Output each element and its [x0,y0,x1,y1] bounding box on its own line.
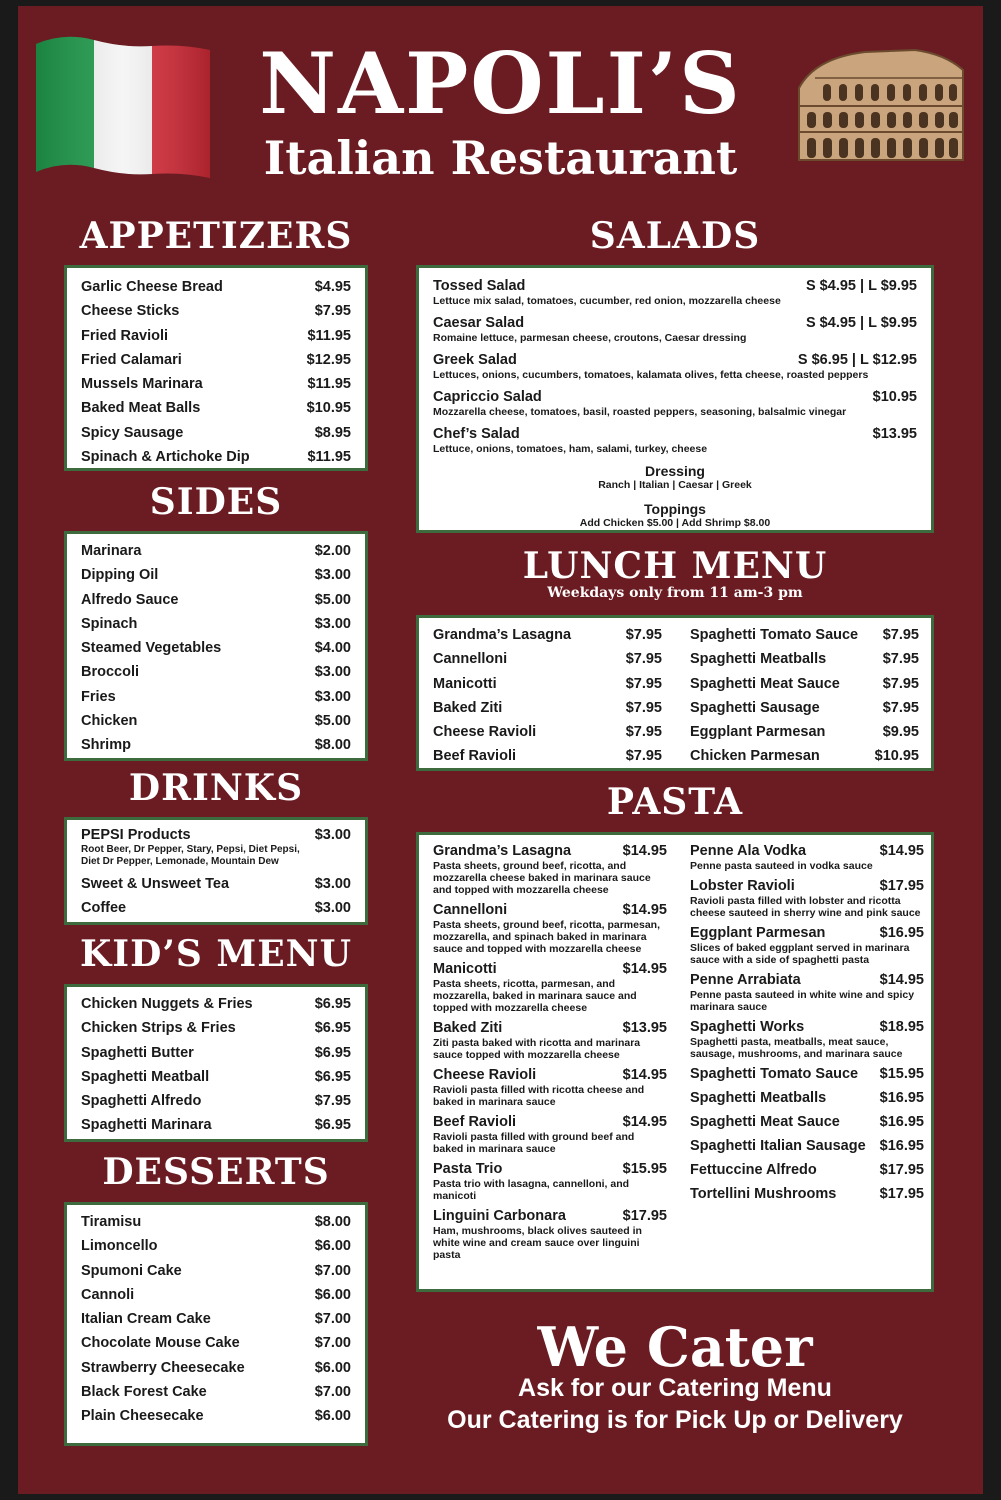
item-price: $7.00 [314,1311,351,1328]
pasta-price: $17.95 [622,1208,667,1224]
item-price: $7.95 [625,748,662,765]
item-name: Cannelloni [433,651,508,668]
menu-item [67,1307,365,1331]
item-name: Marinara [81,543,142,559]
pasta-desc: Penne pasta sauteed in white wine and spicy marinara sauce [690,989,915,1013]
salad-desc: Lettuce, onions, tomatoes, ham, salami, turkey, cheese [433,443,708,455]
menu-item [67,709,365,733]
menu-item [67,1283,365,1307]
item-price: $5.00 [314,713,351,730]
pasta-name: Cheese Ravioli [433,1067,537,1083]
salad-row [419,389,931,406]
item-name: Black Forest Cake [81,1384,207,1401]
pasta-name: Baked Ziti [433,1020,503,1036]
item-name: Spinach [81,615,138,632]
salad-desc: Lettuces, onions, cucumbers, tomatoes, kalamata olives, fetta cheese, roasted peppers [433,369,869,381]
menu-item [676,647,933,671]
item-name: Plain Cheesecake [81,1408,204,1425]
menu-item [419,696,676,720]
menu-item [419,744,676,768]
item-price: $7.95 [625,724,662,741]
pasta-item [433,1067,667,1108]
pasta-heading: PASTA [606,781,744,823]
menu-item [419,647,676,671]
pasta-row [690,1019,924,1036]
salad-name: Tossed Salad [433,278,526,294]
item-price: $7.95 [625,675,662,692]
menu-item [67,1380,365,1404]
menu-item [67,445,365,469]
item-price: $3.00 [314,664,351,681]
pasta-name: Penne Arrabiata [690,972,801,988]
item-price: $10.95 [874,748,919,765]
item-name: Spicy Sausage [81,424,184,441]
salad-row [419,278,931,295]
item-price: $6.00 [314,1408,351,1425]
pasta-row [690,878,924,895]
item-price: $6.95 [314,1117,351,1134]
menu-item [67,992,365,1016]
drink-item [67,827,365,868]
pasta-name: Spaghetti Works [690,1019,805,1035]
pasta-item [690,843,924,872]
pasta-row [690,843,924,860]
pasta-name: Manicotti [433,961,497,977]
item-price: $10.95 [306,400,351,417]
item-name: Italian Cream Cake [81,1311,211,1328]
salad-row [419,315,931,332]
item-name: Spaghetti Sausage [690,699,820,716]
item-price: $7.95 [882,651,919,668]
pasta-price: $15.95 [879,1066,924,1082]
item-name: Limoncello [81,1238,158,1255]
pasta-desc: Pasta sheets, ground beef, ricotta, parmesan, mozzarella, and spinach baked in marinara sauce and topped with mozzarella cheese [433,919,660,955]
menu-item [67,1016,365,1040]
pasta-name: Tortellini Mushrooms [690,1186,837,1202]
menu-item [67,1356,365,1380]
sides-heading: SIDES [149,481,283,523]
pasta-row [433,1020,667,1037]
menu-item [67,1331,365,1355]
item-price: $9.95 [882,724,919,741]
item-name: Cheese Sticks [81,303,180,320]
pasta-row [433,961,667,978]
item-name: Mussels Marinara [81,376,203,393]
pasta-item [690,1114,924,1131]
pasta-price: $16.95 [879,1138,924,1154]
menu-item [67,396,365,420]
salad-item [419,278,931,307]
menu-item [676,672,933,696]
pasta-item [690,1186,924,1203]
pasta-name: Cannelloni [433,902,508,918]
item-name: Cannoli [81,1286,135,1303]
pasta-row [433,1114,667,1131]
item-name: Dipping Oil [81,567,159,584]
pasta-item [433,1208,667,1261]
item-price: $8.00 [314,1214,351,1230]
pasta-price: $15.95 [622,1161,667,1177]
drink-item [67,896,365,920]
pasta-row [433,1161,667,1178]
pasta-price: $16.95 [879,1090,924,1106]
pasta-desc: Ravioli pasta filled with ground beef and baked in marinara sauce [433,1131,635,1155]
item-price: $6.95 [314,1044,351,1061]
pasta-item [433,961,667,1014]
pasta-item [690,1090,924,1107]
menu-item [67,660,365,684]
item-name: Beef Ravioli [433,748,516,765]
pasta-name: Lobster Ravioli [690,878,795,894]
desserts-box [64,1202,368,1446]
item-price: $11.95 [307,327,351,344]
menu-item [676,720,933,744]
pasta-name: Spaghetti Italian Sausage [690,1138,866,1154]
pasta-price: $14.95 [879,843,924,859]
drink-price: $3.00 [314,900,351,917]
item-name: Tiramisu [81,1214,142,1230]
salad-desc: Romaine lettuce, parmesan cheese, croutons, Caesar dressing [433,332,747,344]
kids-menu-box [64,984,368,1142]
drinks-box [64,817,368,925]
pasta-row [433,843,667,860]
item-price: $7.95 [882,627,919,643]
item-name: Fries [81,688,116,705]
menu-item [67,324,365,348]
pasta-item [690,1162,924,1179]
pasta-item [690,1019,924,1060]
pasta-item [433,1161,667,1202]
item-price: $7.95 [625,627,662,643]
pasta-price: $16.95 [879,1114,924,1130]
restaurant-subtitle: Italian Restaurant [263,131,738,185]
drink-price: $3.00 [314,876,351,892]
item-name: Baked Meat Balls [81,400,201,417]
item-name: Chocolate Mouse Cake [81,1335,240,1352]
toppings-title: Toppings [644,501,706,517]
pasta-price: $17.95 [879,1186,924,1202]
pasta-desc: Pasta sheets, ricotta, parmesan, and mozzarella, baked in marinara sauce and topped with mozzarella cheese [433,978,637,1014]
item-price: $3.00 [314,688,351,705]
item-name: Baked Ziti [433,699,503,716]
salad-name: Caesar Salad [433,315,525,331]
pasta-price: $17.95 [879,1162,924,1178]
menu-item [67,1089,365,1113]
lunch-menu-box [416,615,934,771]
pasta-name: Spaghetti Meat Sauce [690,1114,840,1130]
pasta-desc: Spaghetti pasta, meatballs, meat sauce, sausage, mushrooms, and marinara sauce [690,1036,903,1060]
pasta-price: $14.95 [622,843,667,859]
pasta-name: Grandma’s Lasagna [433,843,572,859]
item-name: Spinach & Artichoke Dip [81,449,250,466]
menu-item [67,1259,365,1283]
pasta-row [690,925,924,942]
lunch-menu-heading: LUNCH MENU [522,545,828,587]
item-name: Spaghetti Alfredo [81,1093,202,1110]
item-name: Broccoli [81,664,140,681]
salad-desc: Lettuce mix salad, tomatoes, cucumber, red onion, mozzarella cheese [433,295,781,307]
pasta-price: $14.95 [622,902,667,918]
pasta-name: Spaghetti Tomato Sauce [690,1066,859,1082]
menu-item [676,696,933,720]
pasta-price: $13.95 [622,1020,667,1036]
pasta-row [690,972,924,989]
catering-title: We Cater [537,1315,813,1379]
pasta-price: $14.95 [879,972,924,988]
pasta-price: $14.95 [622,1114,667,1130]
item-name: Manicotti [433,675,497,692]
pasta-name: Pasta Trio [433,1161,503,1177]
item-name: Garlic Cheese Bread [81,279,223,295]
pasta-desc: Pasta trio with lasagna, cannelloni, and manicoti [433,1178,630,1202]
drinks-heading: DRINKS [128,767,304,809]
pasta-desc: Ravioli pasta filled with ricotta cheese and baked in marinara sauce [433,1084,645,1108]
item-name: Shrimp [81,737,131,754]
pasta-row [690,1066,924,1083]
item-name: Spaghetti Butter [81,1044,194,1061]
item-price: $8.95 [314,424,351,441]
salads-box [416,265,934,533]
pasta-name: Linguini Carbonara [433,1208,566,1224]
item-name: Spaghetti Tomato Sauce [690,627,859,643]
pasta-row [690,1162,924,1179]
menu-item [67,299,365,323]
pasta-name: Eggplant Parmesan [690,925,826,941]
pasta-item [433,902,667,955]
pasta-item [433,1114,667,1155]
salad-price: S $4.95 | L $9.95 [805,315,917,331]
salad-name: Capriccio Salad [433,389,542,405]
salad-item [419,315,931,344]
pasta-row [690,1114,924,1131]
item-price: $4.95 [314,279,351,295]
salad-price: $10.95 [872,389,917,405]
pasta-name: Beef Ravioli [433,1114,516,1130]
lunch-menu-subtitle: Weekdays only from 11 am-3 pm [547,585,803,601]
catering-line-2: Our Catering is for Pick Up or Delivery [447,1406,903,1434]
salad-name: Greek Salad [433,352,517,368]
pasta-name: Penne Ala Vodka [690,843,807,859]
salad-name: Chef’s Salad [433,426,520,442]
menu-item [67,1041,365,1065]
menu-item [67,372,365,396]
pasta-item [690,1066,924,1083]
item-price: $7.95 [314,303,351,320]
appetizers-box [64,265,368,471]
pasta-desc: Ham, mushrooms, black olives sauteed in white wine and cream sauce over linguini pasta [433,1225,642,1261]
item-name: Spaghetti Meatballs [690,651,827,668]
pasta-item [433,843,667,896]
item-name: Strawberry Cheesecake [81,1359,245,1376]
pasta-price: $18.95 [879,1019,924,1035]
item-price: $7.00 [314,1335,351,1352]
item-price: $8.00 [314,737,351,754]
pasta-box [416,832,934,1292]
menu-item [67,348,365,372]
pasta-desc: Pasta sheets, ground beef, ricotta, and mozzarella cheese baked in marinara sauce and topped with mozzarella cheese [433,860,651,896]
item-name: Eggplant Parmesan [690,724,826,741]
item-price: $11.95 [307,376,351,393]
pasta-desc: Ziti pasta baked with ricotta and marinara sauce topped with mozzarella cheese [433,1037,641,1061]
salad-desc: Mozzarella cheese, tomatoes, basil, roasted peppers, seasoning, balsalmic vinegar [433,406,847,418]
item-price: $3.00 [314,567,351,584]
menu-item [419,672,676,696]
item-price: $6.95 [314,1020,351,1037]
sides-box [64,531,368,761]
pasta-row [690,1138,924,1155]
menu-item [67,588,365,612]
salad-item [419,389,931,418]
item-price: $4.00 [314,640,351,657]
item-price: $7.95 [625,651,662,668]
pasta-name: Spaghetti Meatballs [690,1090,827,1106]
pasta-item [690,1138,924,1155]
pasta-price: $17.95 [879,878,924,894]
pasta-desc: Slices of baked eggplant served in marinara sauce with a side of spaghetti pasta [690,942,910,966]
salads-heading: SALADS [589,215,761,257]
item-name: Cheese Ravioli [433,724,537,741]
menu-item [419,623,676,647]
item-name: Spaghetti Meat Sauce [690,675,840,692]
menu-item [676,623,933,647]
salad-price: $13.95 [872,426,917,442]
menu-item [67,563,365,587]
pasta-desc: Penne pasta sauteed in vodka sauce [690,860,873,872]
item-name: Chicken [81,713,138,730]
drink-item [67,872,365,896]
menu-item [67,421,365,445]
item-name: Spaghetti Meatball [81,1068,210,1085]
pasta-item [690,972,924,1013]
menu-item [67,636,365,660]
pasta-item [690,878,924,919]
toppings-list: Add Chicken $5.00 | Add Shrimp $8.00 [579,517,771,529]
kids-menu-heading: KID’S MENU [79,933,352,975]
dressing-title: Dressing [645,463,705,479]
pasta-item [690,925,924,966]
item-price: $7.95 [882,699,919,716]
drink-desc: Root Beer, Dr Pepper, Stary, Pepsi, Diet Pepsi, Diet Dr Pepper, Lemonade, Mountain Dew [81,844,300,867]
item-price: $7.95 [314,1093,351,1110]
item-price: $7.95 [625,699,662,716]
menu-item [67,539,365,563]
item-price: $7.00 [314,1262,351,1279]
item-price: $7.00 [314,1384,351,1401]
dressing-list: Ranch | Italian | Caesar | Greek [598,479,752,491]
item-name: Alfredo Sauce [81,591,179,608]
item-price: $11.95 [307,449,351,466]
pasta-desc: Ravioli pasta filled with lobster and ricotta cheese sauteed in sherry wine and pink sauce [690,895,921,919]
pasta-row [433,1067,667,1084]
drink-name: PEPSI Products [81,827,191,843]
menu-item [67,612,365,636]
item-price: $12.95 [306,351,351,368]
salad-item [419,352,931,381]
menu-item [67,1210,365,1234]
appetizers-heading: APPETIZERS [79,215,353,257]
item-price: $6.95 [314,996,351,1012]
item-price: $6.00 [314,1238,351,1255]
item-name: Spaghetti Marinara [81,1117,212,1134]
drink-name: Sweet & Unsweet Tea [81,876,230,892]
salad-price: S $6.95 | L $12.95 [797,352,917,368]
desserts-heading: DESSERTS [102,1151,330,1193]
pasta-price: $16.95 [879,925,924,941]
catering-line-1: Ask for our Catering Menu [518,1374,832,1402]
item-name: Chicken Nuggets & Fries [81,996,253,1012]
item-price: $6.00 [314,1359,351,1376]
pasta-row [690,1090,924,1107]
item-name: Fried Ravioli [81,327,169,344]
pasta-item [433,1020,667,1061]
menu-item [67,275,365,299]
item-price: $5.00 [314,591,351,608]
item-price: $7.95 [882,675,919,692]
drink-price: $3.00 [314,827,351,843]
item-price: $3.00 [314,615,351,632]
menu-item [67,1404,365,1428]
salad-price: S $4.95 | L $9.95 [805,278,917,294]
item-name: Spumoni Cake [81,1262,182,1279]
salad-row [419,352,931,369]
drink-name: Coffee [81,900,127,917]
menu-item [676,744,933,768]
item-name: Fried Calamari [81,351,182,368]
item-name: Chicken Strips & Fries [81,1020,236,1037]
item-price: $6.00 [314,1286,351,1303]
menu-item [67,733,365,757]
salad-row [419,426,931,443]
menu-item [67,1234,365,1258]
item-name: Grandma’s Lasagna [433,627,572,643]
item-price: $6.95 [314,1068,351,1085]
menu-item [67,1065,365,1089]
pasta-name: Fettuccine Alfredo [690,1162,817,1178]
item-price: $2.00 [314,543,351,559]
restaurant-name: NAPOLI’S [259,34,742,133]
item-name: Steamed Vegetables [81,640,222,657]
menu-item [67,1113,365,1137]
menu-item [67,685,365,709]
salad-item [419,426,931,455]
pasta-price: $14.95 [622,961,667,977]
pasta-row [433,902,667,919]
item-name: Chicken Parmesan [690,748,820,765]
pasta-row [690,1186,924,1203]
menu-item [419,720,676,744]
pasta-row [433,1208,667,1225]
pasta-price: $14.95 [622,1067,667,1083]
